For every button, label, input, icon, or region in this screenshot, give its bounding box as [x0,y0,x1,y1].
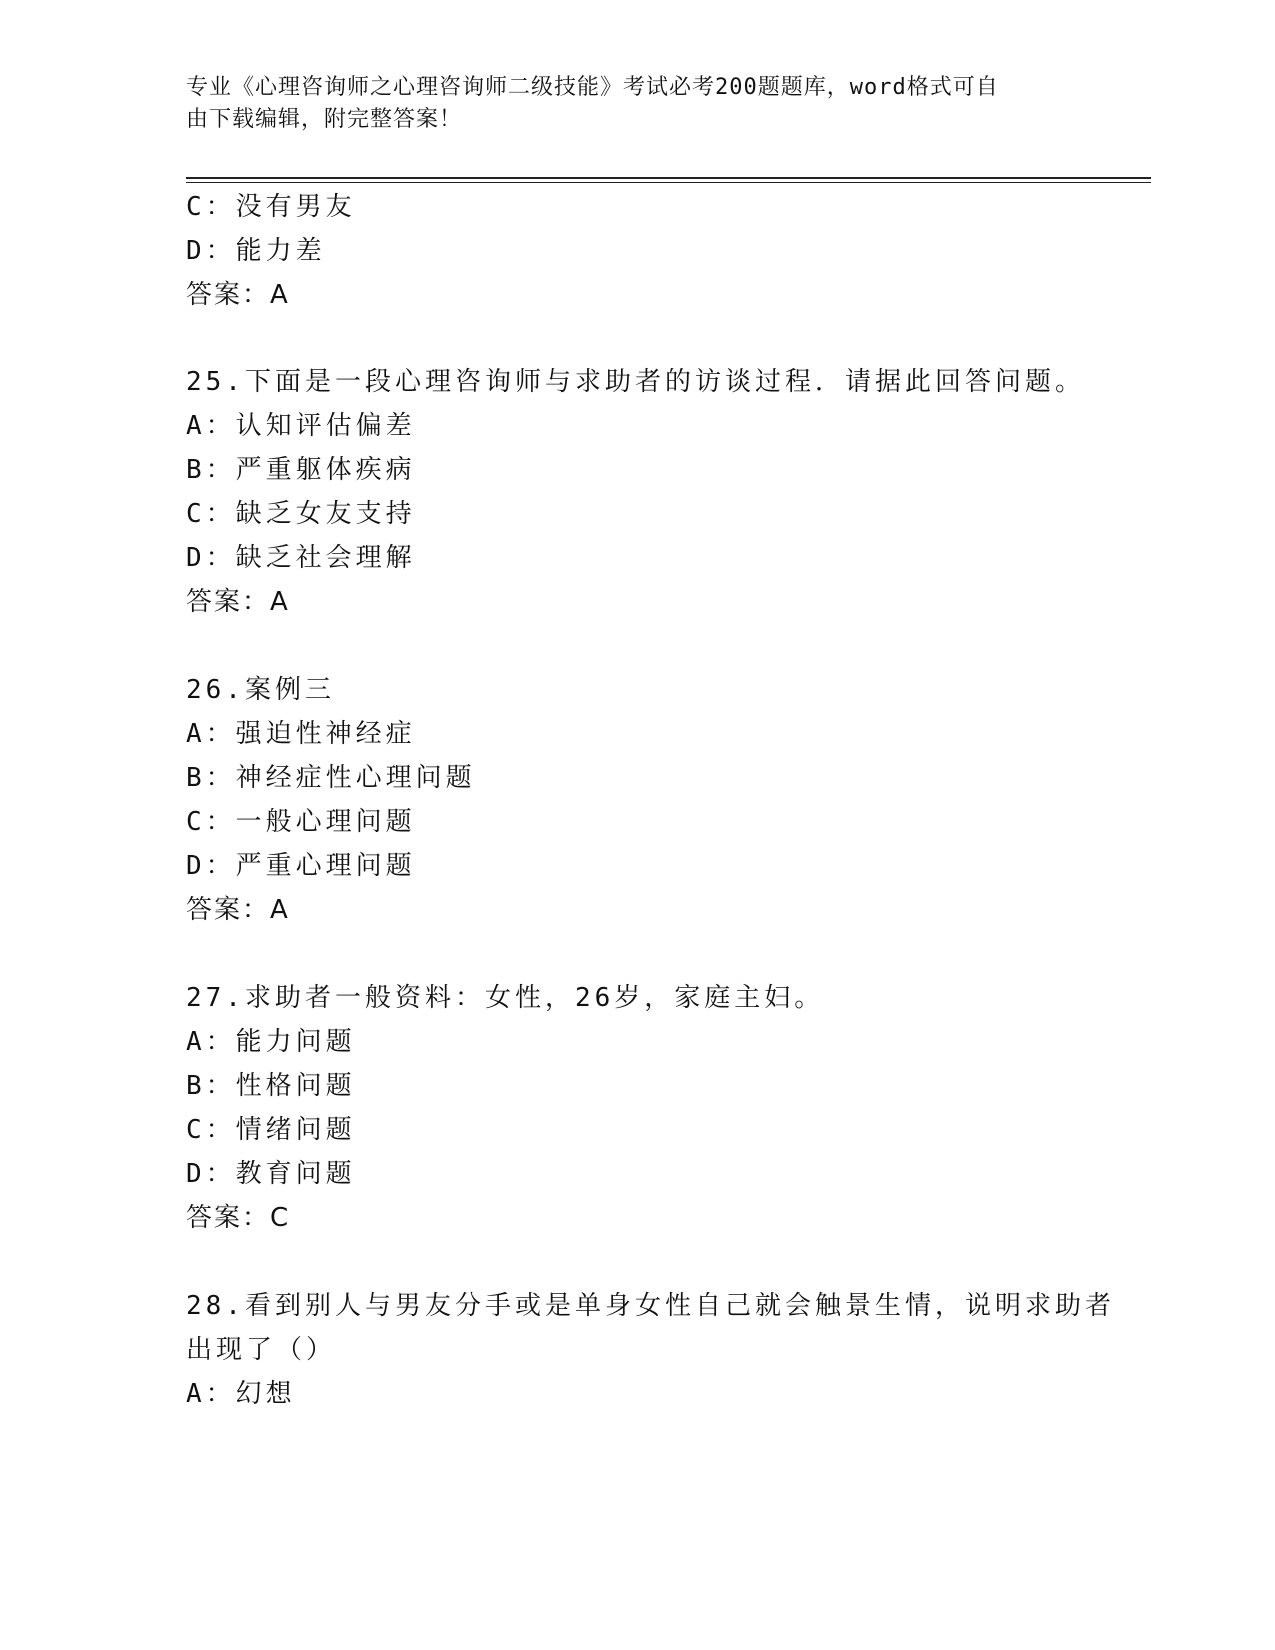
question-stem: 28.看到别人与男友分手或是单身女性自己就会触景生情，说明求助者 [186,1291,1115,1321]
option-line: C：缺乏女友支持 [186,499,416,529]
option-line: B：严重躯体疾病 [186,455,416,485]
option-line: D：缺乏社会理解 [186,543,416,573]
header-rule-thick [186,177,1151,179]
option-line: D：严重心理问题 [186,851,416,881]
option-line: C：一般心理问题 [186,807,416,837]
answer-line: 答案：C [186,1203,291,1233]
option-line: C：没有男友 [186,192,356,222]
header-rule-thin [186,182,1151,183]
answer-line: 答案：A [186,587,290,617]
question-stem-continued: 出现了（） [186,1335,337,1365]
question-stem: 25.下面是一段心理咨询师与求助者的访谈过程．请据此回答问题。 [186,367,1085,397]
option-line: C：情绪问题 [186,1115,356,1145]
option-line: A：认知评估偏差 [186,411,416,441]
option-line: D：教育问题 [186,1159,356,1189]
header-line-2: 由下载编辑，附完整答案！ [186,107,463,132]
option-line: A：能力问题 [186,1027,356,1057]
document-header [186,72,1056,136]
option-line: A：幻想 [186,1379,296,1409]
option-line: D：能力差 [186,236,326,266]
answer-line: 答案：A [186,280,290,310]
option-line: B：神经症性心理问题 [186,763,476,793]
option-line: B：性格问题 [186,1071,356,1101]
option-line: A：强迫性神经症 [186,719,416,749]
question-stem: 27.求助者一般资料：女性，26岁，家庭主妇。 [186,983,825,1013]
header-line-1: 专业《心理咨询师之心理咨询师二级技能》考试必考200题题库，word格式可自 [186,75,999,100]
answer-line: 答案：A [186,895,290,925]
question-stem: 26.案例三 [186,675,335,705]
